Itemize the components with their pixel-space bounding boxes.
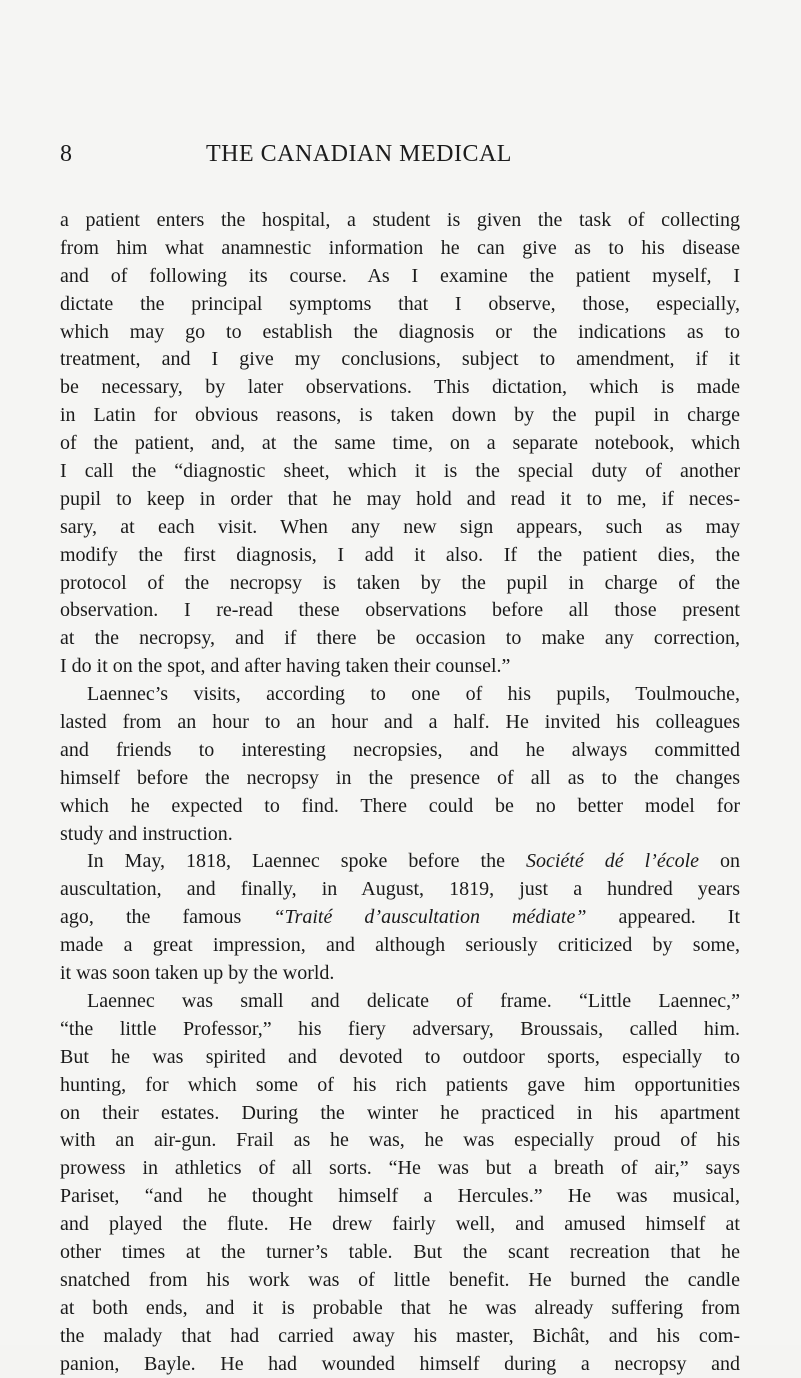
text-line: prowess in athletics of all sorts. “He was but a breath of air,” says [60,1157,740,1180]
text-line: made a great impression, and although seriously criticized by some, [60,934,740,957]
text-line: of the patient, and, at the same time, on a separate notebook, which [60,432,740,455]
text-line: I call the “diagnostic sheet, which it is the special duty of another [60,460,740,483]
text-line: auscultation, and finally, in August, 1819, just a hundred years [60,878,740,901]
text-line-with-italic [60,904,740,932]
page-number: 8 [60,141,73,167]
text-line: hunting, for which some of his rich patients gave him opportunities [60,1073,740,1096]
text-line: sary, at each visit. When any new sign appears, such as may [60,515,740,538]
text-line: at both ends, and it is probable that he was already suffering from [60,1296,740,1319]
text-line: himself before the necropsy in the presence of all as to the changes [60,766,740,789]
text-line-with-italic [60,848,740,876]
text-line: modify the first diagnosis, I add it also. If the patient dies, the [60,543,740,566]
text-line: and of following its course. As I examine the patient myself, I [60,264,740,287]
italic-title-societe: Société dé l’école [525,850,700,873]
text-fragment: on [720,850,741,873]
text-line: lasted from an hour to an hour and a half. He invited his colleagues [60,711,740,734]
text-line: panion, Bayle. He had wounded himself during a necropsy and [60,1352,740,1375]
text-line: which he expected to find. There could be no better model for [60,794,740,817]
text-line: at the necropsy, and if there be occasion to make any correction, [60,627,740,650]
text-line: with an air-gun. Frail as he was, he was especially proud of his [60,1129,740,1152]
text-line: and played the flute. He drew fairly well, and amused himself at [60,1213,740,1236]
running-title: THE CANADIAN MEDICAL [206,141,512,167]
running-head [60,141,740,181]
text-line: I do it on the spot, and after having taken their counsel.” [60,655,511,678]
text-line: Laennec’s visits, according to one of his pupils, Toulmouche, [87,683,740,706]
text-line: pupil to keep in order that he may hold and read it to me, if neces- [60,487,740,510]
text-line: “the little Professor,” his fiery adversary, Broussais, called him. [60,1017,740,1040]
text-line: and friends to interesting necropsies, and he always committed [60,738,740,761]
text-line: snatched from his work was of little benefit. He burned the candle [60,1268,740,1291]
text-line: dictate the principal symptoms that I observe, those, especially, [60,292,740,315]
text-line: a patient enters the hospital, a student is given the task of collecting [60,209,740,231]
text-line: from him what anamnestic information he can give as to his disease [60,236,740,259]
text-line: treatment, and I give my conclusions, subject to amendment, if it [60,348,740,371]
text-line: observation. I re-read these observations before all those present [60,599,740,622]
text-line: Pariset, “and he thought himself a Hercules.” He was musical, [60,1185,740,1208]
text-line: on their estates. During the winter he practiced in his apartment [60,1101,740,1124]
text-line: it was soon taken up by the world. [60,962,335,985]
text-line: which may go to establish the diagnosis or the indications as to [60,320,740,343]
text-line: be necessary, by later observations. This dictation, which is made [60,376,740,399]
text-fragment: ago, the famous [60,906,242,929]
text-fragment: appeared. It [618,906,741,929]
body-text [60,207,740,1378]
text-fragment: In May, 1818, Laennec spoke before the [87,850,505,873]
text-line: protocol of the necropsy is taken by the pupil in charge of the [60,571,740,594]
text-line: other times at the turner’s table. But the scant recreation that he [60,1240,740,1263]
text-line: study and instruction. [60,822,233,845]
text-line: Laennec was small and delicate of frame. “Little Laennec,” [87,989,740,1012]
text-line: the malady that had carried away his master, Bichât, and his com- [60,1324,740,1347]
text-line: But he was spirited and devoted to outdoor sports, especially to [60,1045,740,1068]
text-line: in Latin for obvious reasons, is taken down by the pupil in charge [60,404,740,427]
italic-title-traite: “Traité d’auscultation médiate” [273,906,587,929]
